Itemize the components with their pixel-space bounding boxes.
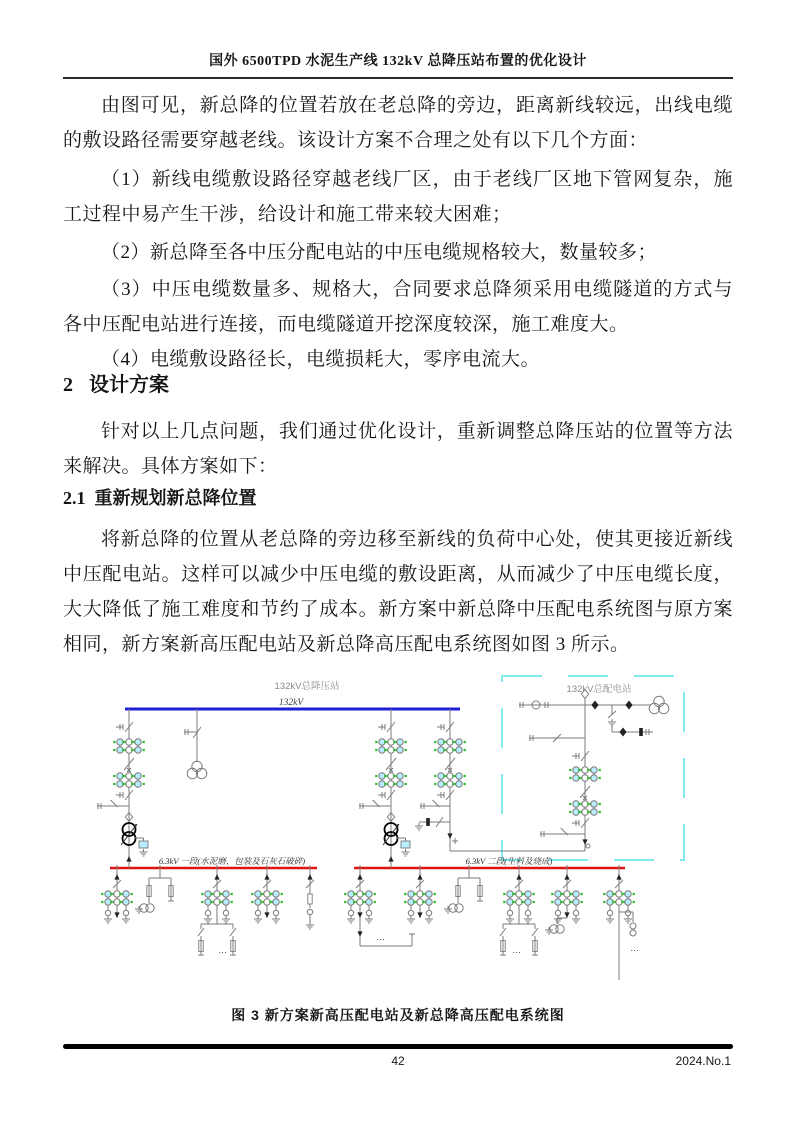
page-number: 42: [391, 1054, 405, 1068]
figure-caption: 图 3 新方案新高压配电站及新总降高压配电系统图: [231, 1007, 565, 1023]
list-item-3: （3）中压电缆数量多、规格大，合同要求总降须采用电缆隧道的方式与各中压配电站进行连接，而电缆隧道开挖深度较深，施工难度大。: [63, 279, 733, 335]
ellipsis-mark: …: [219, 945, 227, 955]
ellipsis-mark: …: [513, 945, 521, 955]
list-item-4: （4）电缆敷设路径长，电缆损耗大，零序电流大。: [101, 349, 541, 370]
ellipsis-mark: …: [377, 932, 385, 942]
lv-bus1-label: 6.3kV 一段(水泥磨、包装及石灰石破碎): [158, 856, 306, 866]
page-footer: [63, 1044, 733, 1070]
page-header: [63, 50, 733, 79]
subsection-number: 2.1: [63, 488, 86, 508]
issue-number: 2024.No.1: [675, 1054, 731, 1068]
footer-rule: [63, 1044, 733, 1049]
list-item-1: （1）新线电缆敷设路径穿越老线厂区，由于老线厂区地下管网复杂，施工过程中易产生干涉，给设计和施工带来较大困难；: [63, 169, 733, 225]
left-station-label: 132kV总降压站: [274, 681, 340, 692]
section-title: 设计方案: [89, 374, 169, 396]
lv-bus2-label: 6.3kV 二段(生料及烧成): [465, 856, 553, 866]
list-item-2: （2）新总降至各中压分配电站的中压电缆规格较大，数量较多；: [101, 242, 658, 263]
paragraph-plan: 针对以上几点问题，我们通过优化设计，重新调整总降压站的位置等方法来解决。具体方案如下：: [63, 421, 733, 477]
figure-3: [63, 672, 733, 1025]
ellipsis-mark: …: [631, 943, 639, 953]
subsection-title: 重新规划新总降位置: [94, 488, 257, 508]
hv-bus-label: 132kV: [278, 698, 304, 708]
paragraph-detail: 将新总降的位置从老总降的旁边移至新线的负荷中心处，使其更接近新线中压配电站。这样可以减少中压电缆的敷设距离，从而减少了中压电缆长度，大大降低了施工难度和节约了成本。新方案中新总降中压配电系统图与原方案相同，新方案新高压配电站及新总降高压配电系统图如图 3 所示。: [63, 529, 733, 655]
subsection-heading: [63, 484, 733, 510]
right-station-label: 132kV总配电站: [566, 684, 632, 695]
section-number: 2: [63, 374, 73, 396]
running-title: 国外 6500TPD 水泥生产线 132kV 总降压站布置的优化设计: [209, 54, 587, 69]
section-heading: [63, 368, 733, 397]
figure-3-diagram: [67, 672, 729, 994]
paragraph-intro: 由图可见，新总降的位置若放在老总降的旁边，距离新线较远，出线电缆的敷设路径需要穿越老线。该设计方案不合理之处有以下几个方面：: [63, 95, 733, 151]
